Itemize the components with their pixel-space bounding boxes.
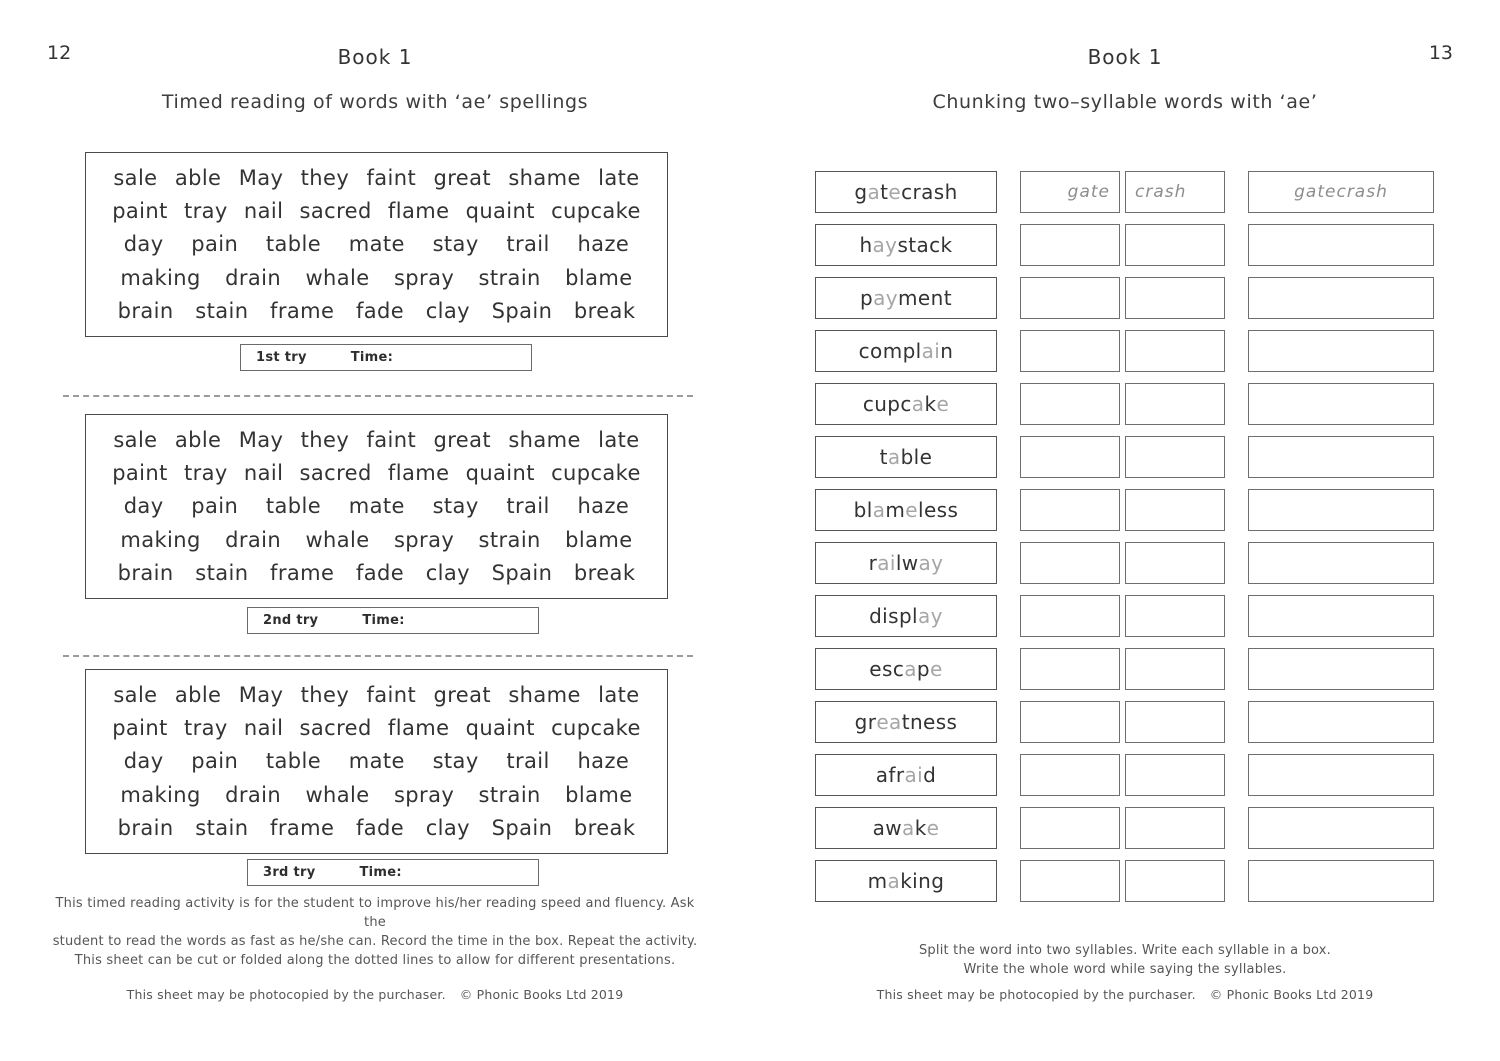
grapheme-highlight: ay [872,233,898,257]
word-segment: m [867,869,888,893]
word-segment: gr [854,710,877,734]
word-row [96,528,657,552]
chunk-word-afraid [815,754,997,796]
whole-word-box [1248,860,1434,902]
instruction-line: Write the whole word while saying the syllables. [963,961,1287,977]
photocopy-note: This sheet may be photocopied by the purchaser. [126,987,446,1002]
reading-word: drain [225,265,282,290]
word-segment: ment [898,286,952,310]
whole-word-box [1248,383,1434,425]
example-handwriting: crash [1135,182,1187,202]
reading-word: flame [387,461,450,486]
syllable-1-box [1020,224,1120,266]
chunk-word-complain [815,330,997,372]
reading-word: table [265,494,322,519]
chunk-word-escape [815,648,997,690]
copyright-note: © Phonic Books Ltd 2019 [459,987,624,1002]
grapheme-highlight: a [904,657,917,681]
syllable-1-box [1020,330,1120,372]
reading-word: brain [117,298,174,323]
example-handwriting: gate [1067,182,1110,202]
word-segment: cupc [862,392,912,416]
reading-word: spray [393,527,455,552]
instruction-line: This timed reading activity is for the student to improve his/her reading speed and fluency. Ask the [55,896,695,930]
reading-word: day [123,232,164,257]
syllable-1-box [1020,171,1120,213]
syllable-1-box [1020,436,1120,478]
reading-word: late [598,683,640,708]
reading-word: clay [425,815,470,840]
reading-word: sacred [299,199,372,224]
reading-word: strain [478,782,541,807]
chunk-word-table [815,436,997,478]
reading-word: haze [577,494,630,519]
word-row [96,232,657,256]
reading-word: stay [432,232,479,257]
whole-word-box [1248,489,1434,531]
try-label: 3rd try [263,865,316,880]
reading-word: spray [393,265,455,290]
syllable-2-box [1125,595,1225,637]
reading-word: making [120,527,201,552]
grapheme-highlight: e [936,392,950,416]
chunk-word-display [815,595,997,637]
reading-word: making [120,265,201,290]
reading-word: table [265,232,322,257]
syllable-1-box [1020,860,1120,902]
reading-word: great [433,166,491,191]
grapheme-highlight: a [911,392,925,416]
instruction-line: This sheet can be cut or folded along the dotted lines to allow for different presentations. [74,952,676,968]
student-instructions-right [795,942,1455,980]
word-segment: displ [869,604,919,628]
reading-word: break [573,560,636,585]
grapheme-highlight: e [905,498,918,522]
word-segment: m [885,498,906,522]
word-row [96,561,657,585]
reading-word: frame [270,560,335,585]
syllable-1-box [1020,595,1120,637]
grapheme-highlight: a [887,869,901,893]
time-label: Time: [359,865,402,880]
whole-word-box [1248,754,1434,796]
syllable-1-box [1020,542,1120,584]
word-segment: less [918,498,959,522]
try-box-3 [247,859,539,886]
dashed-cut-line [63,655,693,657]
word-segment: afr [875,763,905,787]
reading-word: nail [243,199,284,224]
book-title-left: Book 1 [337,45,413,69]
reading-word: sacred [299,716,372,741]
chunk-word-railway [815,542,997,584]
word-reading-box-3 [85,669,668,854]
page-number-left: 12 [47,42,72,64]
reading-word: spray [393,782,455,807]
word-row [96,494,657,518]
syllable-2-box [1125,330,1225,372]
grapheme-highlight: ai [877,551,896,575]
syllable-1-box [1020,277,1120,319]
teacher-instructions-left [45,895,705,970]
reading-word: making [120,782,201,807]
reading-word: Spain [491,560,553,585]
word-row [96,816,657,840]
reading-word: stay [432,494,479,519]
word-row [96,299,657,323]
reading-word: brain [117,560,174,585]
grapheme-highlight: e [929,657,943,681]
reading-word: day [123,494,164,519]
reading-word: mate [348,232,405,257]
word-segment: tness [901,710,958,734]
word-row [96,749,657,773]
dashed-cut-line [63,395,693,397]
grapheme-highlight: ai [904,763,924,787]
whole-word-box [1248,648,1434,690]
word-row [96,166,657,190]
grapheme-highlight: ai [921,339,941,363]
whole-word-box [1248,595,1434,637]
try-box-2 [247,607,539,634]
reading-word: tray [183,461,228,486]
syllable-1-box [1020,489,1120,531]
syllable-1-box [1020,701,1120,743]
grapheme-highlight: ea [876,710,902,734]
reading-word: they [300,428,350,453]
grapheme-highlight: a [902,816,915,840]
word-segment: crash [901,180,958,204]
reading-word: tray [183,199,228,224]
reading-word: pain [191,494,239,519]
reading-word: clay [425,560,470,585]
reading-word: whale [305,527,370,552]
right-page [750,0,1500,1061]
syllable-2-box [1125,701,1225,743]
grapheme-highlight: a [872,498,886,522]
reading-word: paint [112,199,168,224]
syllable-1-box [1020,807,1120,849]
reading-word: break [573,815,636,840]
chunk-word-blameless [815,489,997,531]
reading-word: sale [113,683,158,708]
copyright-note: © Phonic Books Ltd 2019 [1209,987,1374,1002]
grapheme-highlight: ay [918,604,943,628]
reading-word: haze [577,749,630,774]
word-segment: t [880,180,889,204]
word-row [96,783,657,807]
whole-word-box [1248,330,1434,372]
reading-word: cupcake [551,461,641,486]
reading-word: brain [117,815,174,840]
syllable-2-box [1125,489,1225,531]
reading-word: stain [195,298,249,323]
syllable-2-box [1125,436,1225,478]
chunk-word-greatness [815,701,997,743]
reading-word: faint [366,166,417,191]
reading-word: able [174,166,222,191]
word-row [96,683,657,707]
word-reading-box-2 [85,414,668,599]
chunk-word-gatecrash [815,171,997,213]
whole-word-box [1248,224,1434,266]
syllable-1-box [1020,383,1120,425]
reading-word: quaint [465,199,535,224]
grapheme-highlight: e [926,816,940,840]
reading-word: trail [506,749,550,774]
reading-word: stain [195,560,249,585]
example-handwriting: gatecrash [1294,182,1388,202]
reading-word: blame [565,265,633,290]
word-segment: lw [895,551,919,575]
reading-word: sale [113,428,158,453]
reading-word: shame [508,166,581,191]
word-segment: n [940,339,954,363]
reading-word: haze [577,232,630,257]
photocopy-note: This sheet may be photocopied by the purchaser. [876,987,1196,1002]
chunk-word-making [815,860,997,902]
word-segment: t [879,445,888,469]
reading-word: able [174,683,222,708]
reading-word: great [433,428,491,453]
chunk-word-payment [815,277,997,319]
reading-word: May [238,428,284,453]
book-title-right: Book 1 [1087,45,1163,69]
reading-word: shame [508,428,581,453]
reading-word: drain [225,782,282,807]
reading-word: mate [348,749,405,774]
reading-word: they [300,683,350,708]
reading-word: stain [195,815,249,840]
chunk-word-cupcake [815,383,997,425]
syllable-2-box [1125,860,1225,902]
footer-left-page [0,987,750,1002]
whole-word-box [1248,277,1434,319]
reading-word: strain [478,265,541,290]
word-segment: ble [900,445,933,469]
syllable-2-box [1125,754,1225,796]
word-row [96,199,657,223]
reading-word: whale [305,782,370,807]
word-row [96,266,657,290]
syllable-2-box [1125,807,1225,849]
reading-word: stay [432,749,479,774]
word-row [96,461,657,485]
footer-right-page [750,987,1500,1002]
reading-word: cupcake [551,199,641,224]
reading-word: frame [270,298,335,323]
reading-word: sacred [299,461,372,486]
reading-word: faint [366,683,417,708]
syllable-1-box [1020,648,1120,690]
activity-title-right: Chunking two–syllable words with ‘ae’ [932,91,1318,113]
instruction-line: Split the word into two syllables. Write each syllable in a box. [918,943,1332,958]
reading-word: pain [191,232,239,257]
syllable-2-box [1125,648,1225,690]
reading-word: paint [112,461,168,486]
reading-word: quaint [465,461,535,486]
reading-word: blame [565,527,633,552]
whole-word-box [1248,171,1434,213]
reading-word: Spain [491,298,553,323]
reading-word: shame [508,683,581,708]
instruction-line: student to read the words as fast as he/she can. Record the time in the box. Repeat the activity. [52,933,698,949]
reading-word: tray [183,716,228,741]
syllable-2-box [1125,171,1225,213]
word-segment: esc [869,657,905,681]
reading-word: day [123,749,164,774]
reading-word: table [265,749,322,774]
reading-word: drain [225,527,282,552]
reading-word: break [573,298,636,323]
reading-word: they [300,166,350,191]
reading-word: flame [387,199,450,224]
word-reading-box-1 [85,152,668,337]
whole-word-box [1248,701,1434,743]
word-segment: h [859,233,873,257]
reading-word: fade [355,560,405,585]
reading-word: great [433,683,491,708]
syllable-2-box [1125,224,1225,266]
page-number-right: 13 [1428,42,1453,64]
reading-word: nail [243,716,284,741]
reading-word: fade [355,815,405,840]
reading-word: trail [506,232,550,257]
reading-word: fade [355,298,405,323]
try-box-1 [240,344,532,371]
reading-word: flame [387,716,450,741]
try-label: 2nd try [263,613,319,628]
grapheme-highlight: a [887,445,901,469]
chunk-word-haystack [815,224,997,266]
word-segment: compl [858,339,922,363]
grapheme-highlight: a [867,180,881,204]
word-segment: aw [872,816,903,840]
reading-word: faint [366,428,417,453]
reading-word: whale [305,265,370,290]
word-row [96,428,657,452]
whole-word-box [1248,436,1434,478]
word-segment: r [868,551,878,575]
reading-word: Spain [491,815,553,840]
grapheme-highlight: ay [918,551,944,575]
word-segment: bl [853,498,873,522]
reading-word: clay [425,298,470,323]
reading-word: late [598,166,640,191]
chunk-word-awake [815,807,997,849]
word-segment: p [916,657,930,681]
reading-word: trail [506,494,550,519]
reading-word: frame [270,815,335,840]
word-segment: k [924,392,937,416]
whole-word-box [1248,542,1434,584]
word-row [96,716,657,740]
word-segment: g [854,180,868,204]
grapheme-highlight: e [888,180,902,204]
word-segment: p [860,286,874,310]
reading-word: mate [348,494,405,519]
time-label: Time: [350,350,394,365]
word-segment: k [914,816,927,840]
reading-word: paint [112,716,168,741]
syllable-2-box [1125,277,1225,319]
reading-word: able [174,428,222,453]
reading-word: nail [243,461,284,486]
activity-title-left: Timed reading of words with ‘ae’ spellings [161,91,589,113]
word-segment: d [923,763,937,787]
reading-word: May [238,683,284,708]
reading-word: sale [113,166,158,191]
reading-word: quaint [465,716,535,741]
whole-word-box [1248,807,1434,849]
word-segment: stack [897,233,953,257]
syllable-1-box [1020,754,1120,796]
word-segment: king [900,869,945,893]
try-label: 1st try [256,350,307,365]
reading-word: pain [191,749,239,774]
reading-word: strain [478,527,541,552]
reading-word: cupcake [551,716,641,741]
reading-word: May [238,166,284,191]
reading-word: late [598,428,640,453]
time-label: Time: [362,613,405,628]
syllable-2-box [1125,542,1225,584]
grapheme-highlight: ay [873,286,899,310]
reading-word: blame [565,782,633,807]
syllable-2-box [1125,383,1225,425]
